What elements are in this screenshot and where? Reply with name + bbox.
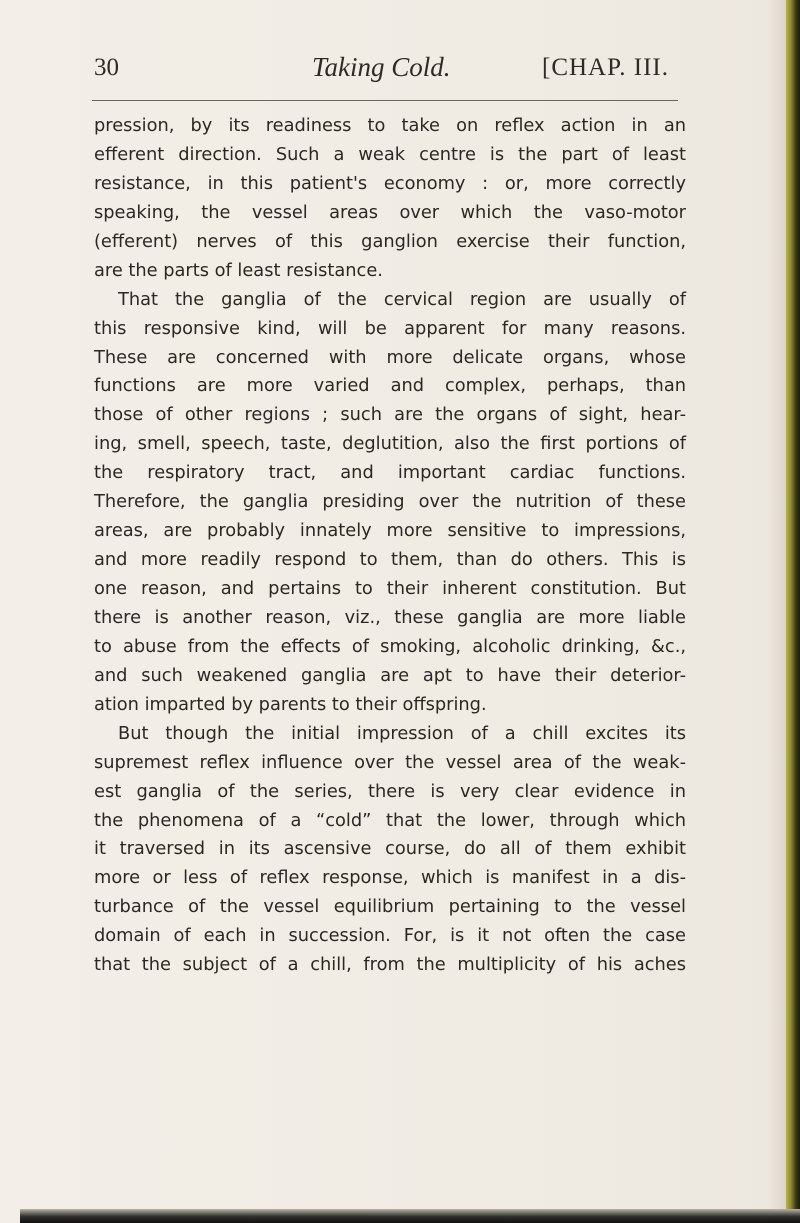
text-line: areas, are probably innately more sensitive to impressions,	[94, 520, 686, 542]
text-line: efferent direction. Such a weak centre is the part of least	[94, 143, 686, 165]
page-edge-bottom	[20, 1209, 800, 1223]
text-line: that the subject of a chill, from the multiplicity of his aches	[94, 954, 686, 976]
page-number: 30	[94, 54, 119, 81]
text-line: ing, smell, speech, taste, deglutition, also the first portions of	[94, 433, 686, 455]
text-line: more or less of reflex response, which is manifest in a dis-	[94, 867, 686, 889]
text-line: the phenomena of a “cold” that the lower, through which	[94, 809, 686, 831]
text-line: those of other regions ; such are the organs of sight, hear-	[94, 404, 686, 426]
header-rule	[92, 100, 678, 101]
text-line: to abuse from the effects of smoking, alcoholic drinking, &c.,	[94, 635, 686, 657]
text-line: (efferent) nerves of this ganglion exercise their function,	[94, 230, 686, 252]
text-line: pression, by its readiness to take on reflex action in an	[94, 115, 686, 136]
text-line: supremest reflex influence over the vessel area of the weak-	[94, 751, 686, 773]
text-line: one reason, and pertains to their inherent constitution. But	[94, 578, 686, 599]
text-line: this responsive kind, will be apparent for many reasons.	[94, 317, 686, 339]
text-line: and more readily respond to them, than do others. This is	[94, 549, 686, 571]
body-text	[94, 112, 686, 980]
page-header	[94, 52, 690, 92]
text-line: speaking, the vessel areas over which the vaso-motor	[94, 201, 686, 223]
text-line: That the ganglia of the cervical region are usually of	[118, 288, 686, 310]
text-line: it traversed in its ascensive course, do all of them exhibit	[94, 838, 686, 860]
text-line: domain of each in succession. For, is it not often the case	[94, 925, 686, 947]
text-line: Therefore, the ganglia presiding over the nutrition of these	[94, 491, 686, 513]
text-line: functions are more varied and complex, perhaps, than	[94, 375, 686, 397]
text-line: ation imparted by parents to their offspring.	[94, 693, 487, 715]
text-line: are the parts of least resistance.	[94, 259, 383, 281]
text-line: the respiratory tract, and important cardiac functions.	[94, 462, 686, 484]
text-line: there is another reason, viz., these ganglia are more liable	[94, 606, 686, 628]
text-line: turbance of the vessel equilibrium pertaining to the vessel	[94, 896, 686, 918]
text-line: These are concerned with more delicate organs, whose	[94, 346, 686, 368]
text-line: resistance, in this patient's economy : or, more correctly	[94, 172, 686, 194]
text-line: est ganglia of the series, there is very clear evidence in	[94, 780, 686, 802]
text-line: But though the initial impression of a chill excites its	[118, 722, 686, 744]
text-line: and such weakened ganglia are apt to have their deterior-	[94, 664, 686, 686]
page-edge-right	[786, 0, 800, 1223]
chapter-reference: [CHAP. III.	[542, 54, 669, 81]
running-title: Taking Cold.	[312, 52, 451, 82]
